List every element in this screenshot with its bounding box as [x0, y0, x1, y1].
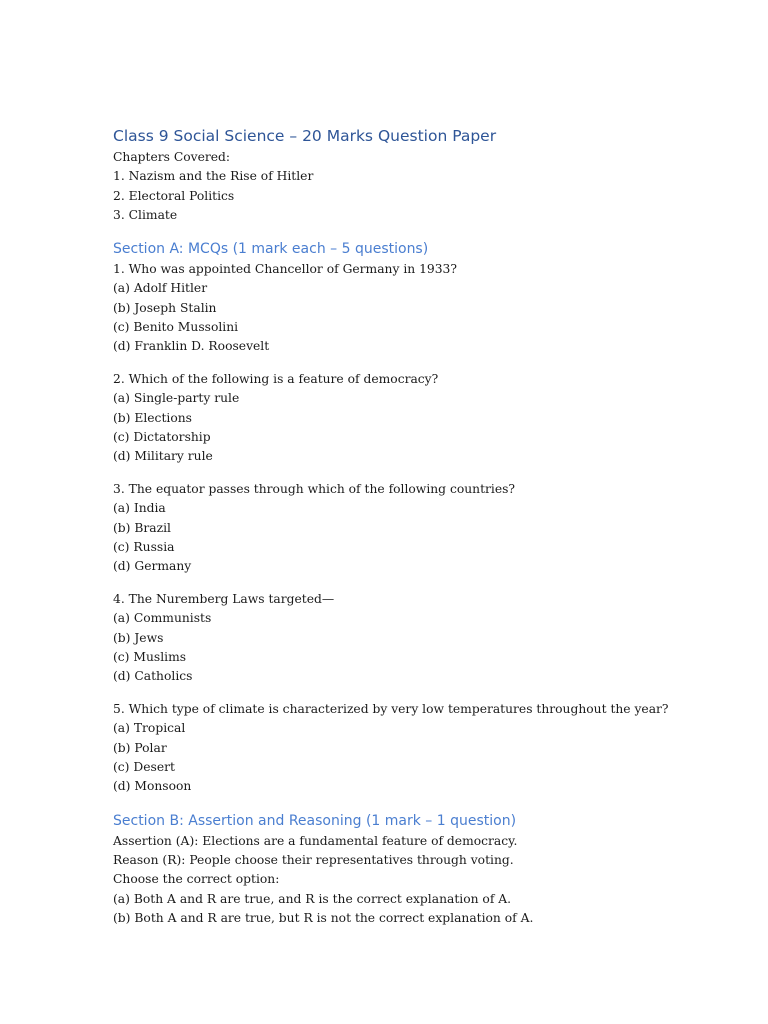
question-5	[113, 700, 753, 796]
chapters-label: Chapters Covered:	[113, 150, 231, 164]
chapter-item: 2. Electoral Politics	[113, 188, 235, 203]
question-option: (c) Russia	[113, 540, 175, 555]
question-1	[113, 260, 753, 356]
question-text: 3. The equator passes through which of the following countries?	[113, 482, 516, 497]
question-option: (a) Communists	[113, 611, 212, 626]
question-text: 5. Which type of climate is characterized by very low temperatures throughout the year?	[113, 702, 669, 717]
question-option: (c) Dictatorship	[113, 430, 211, 445]
question-text: 4. The Nuremberg Laws targeted—	[113, 592, 335, 607]
question-option: (a) Tropical	[113, 721, 186, 736]
question-option: (a) Single-party rule	[113, 391, 240, 406]
question-text: 2. Which of the following is a feature of democracy?	[113, 372, 439, 387]
assertion-text: Assertion (A): Elections are a fundamental feature of democracy.	[113, 833, 518, 848]
question-option: (b) Polar	[113, 740, 167, 755]
question-option: (b) Elections	[113, 410, 192, 425]
question-option: (d) Military rule	[113, 449, 213, 464]
question-text: 1. Who was appointed Chancellor of Germany in 1933?	[113, 262, 457, 277]
question-4	[113, 590, 753, 686]
question-option: (c) Desert	[113, 760, 175, 775]
question-3	[113, 480, 753, 576]
question-paper-page	[113, 124, 753, 928]
reason-text: Reason (R): People choose their representatives through voting.	[113, 852, 514, 867]
assertion-reason-question	[113, 832, 753, 928]
page-title: Class 9 Social Science – 20 Marks Question Paper	[113, 127, 497, 145]
question-option: (b) Joseph Stalin	[113, 300, 217, 315]
question-option: (a) India	[113, 501, 166, 516]
question-option: (b) Jews	[113, 630, 164, 645]
question-option: (b) Both A and R are true, but R is not the correct explanation of A.	[113, 910, 534, 925]
chapter-item: 3. Climate	[113, 207, 178, 222]
question-option: (a) Adolf Hitler	[113, 281, 208, 296]
choose-option-prompt: Choose the correct option:	[113, 872, 280, 887]
question-option: (d) Monsoon	[113, 779, 192, 794]
question-2	[113, 370, 753, 466]
chapters-block	[113, 148, 753, 225]
question-option: (b) Brazil	[113, 520, 171, 535]
question-option: (d) Catholics	[113, 669, 193, 684]
question-option: (c) Benito Mussolini	[113, 320, 239, 335]
question-option: (d) Franklin D. Roosevelt	[113, 339, 270, 354]
section-a-heading: Section A: MCQs (1 mark each – 5 questions)	[113, 241, 429, 258]
section-b-heading: Section B: Assertion and Reasoning (1 mark – 1 question)	[113, 812, 517, 829]
chapter-item: 1. Nazism and the Rise of Hitler	[113, 169, 314, 184]
question-option: (c) Muslims	[113, 650, 187, 665]
question-option: (d) Germany	[113, 559, 192, 574]
question-option: (a) Both A and R are true, and R is the correct explanation of A.	[113, 891, 512, 906]
